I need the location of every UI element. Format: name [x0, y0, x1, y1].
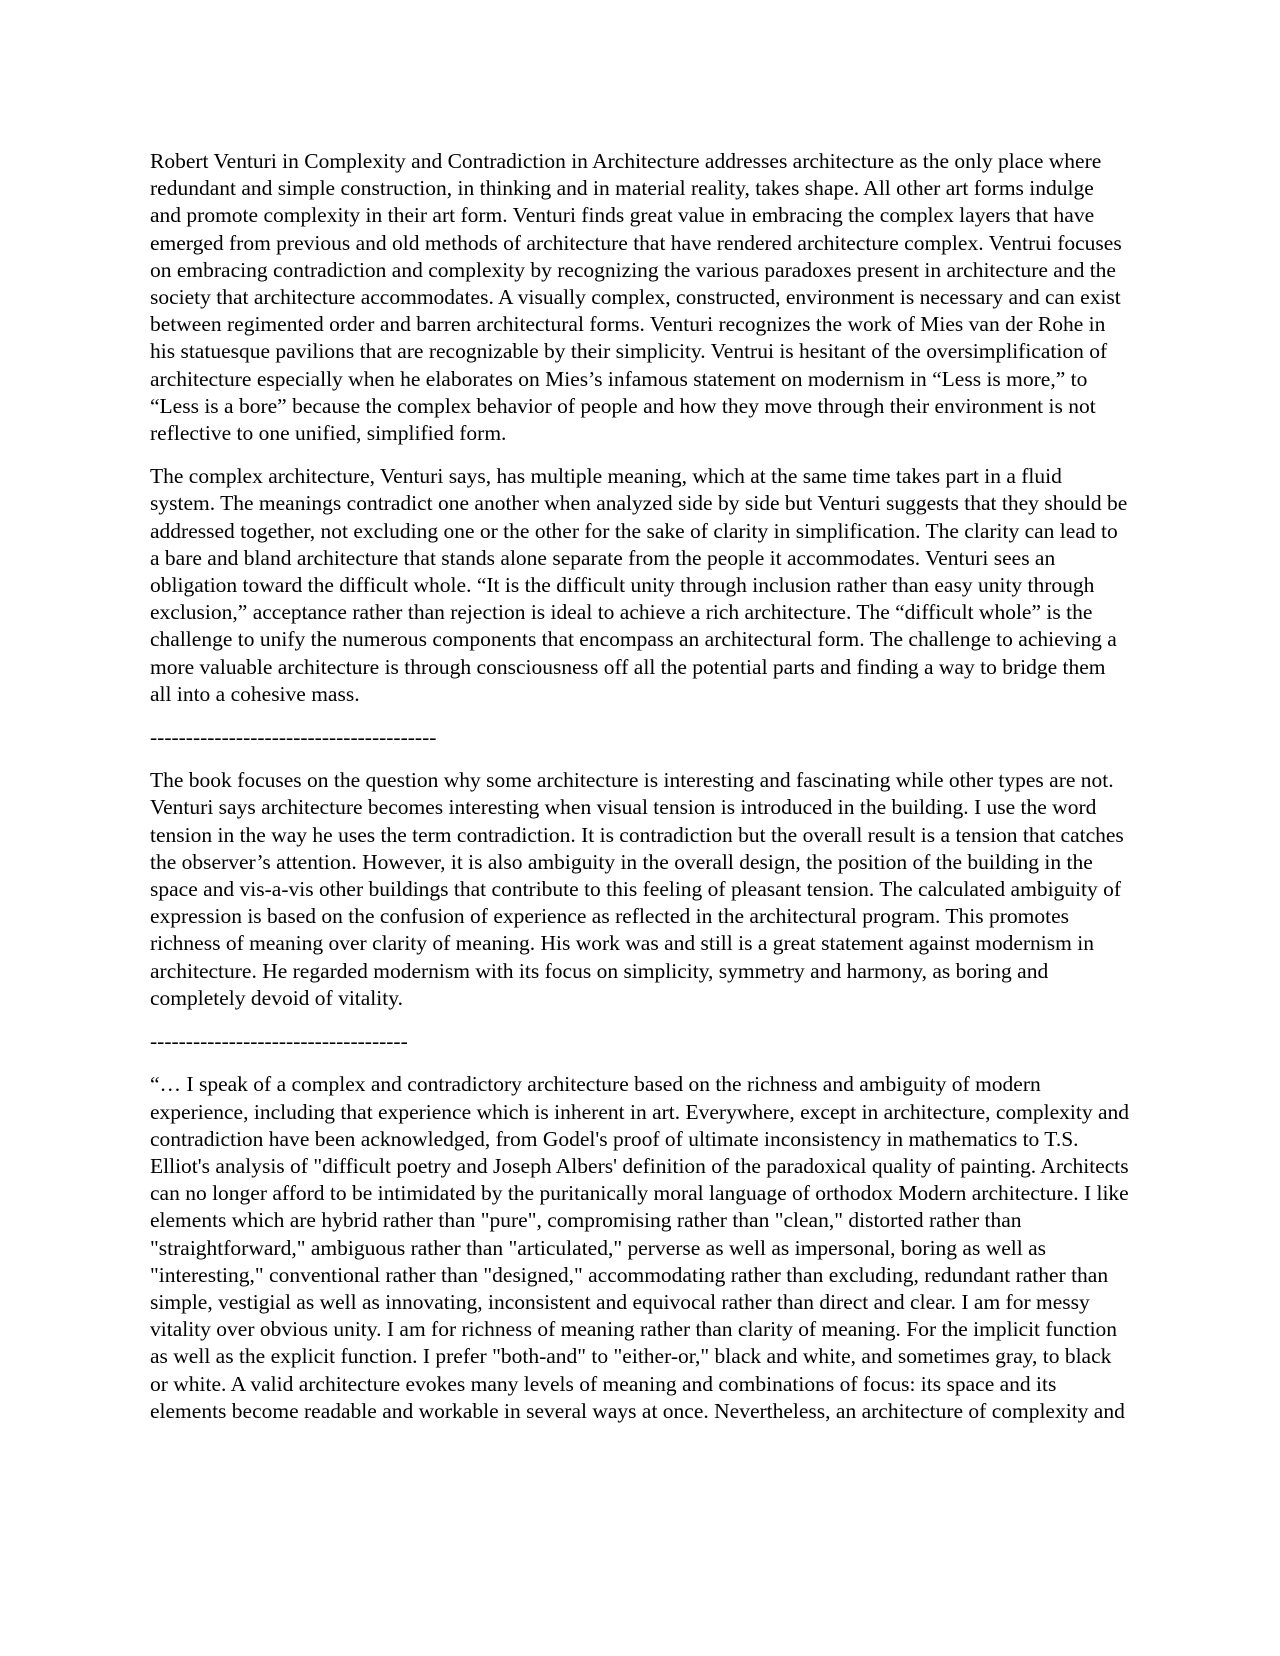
- paragraph-difficult-whole: The complex architecture, Venturi says, has multiple meaning, which at the same time takes part in a fluid system. The meanings contradict one another when analyzed side by side but Venturi suggests that they should be addressed together, not excluding one or the other for the sake of clarity in simplification. The clarity can lead to a bare and bland architecture that stands alone separate from the people it accommodates. Venturi sees an obligation toward the difficult whole. “It is the difficult unity through inclusion rather than easy unity through exclusion,” acceptance rather than rejection is ideal to achieve a rich architecture. The “difficult whole” is the challenge to unify the numerous components that encompass an architectural form. The challenge to achieving a more valuable architecture is through consciousness off all the potential parts and finding a way to bridge them all into a cohesive mass.: [150, 464, 1128, 706]
- section-divider: ------------------------------------: [150, 1029, 408, 1054]
- section-divider: ----------------------------------------: [150, 725, 437, 750]
- paragraph-visual-tension: The book focuses on the question why some architecture is interesting and fascinating while other types are not. Venturi says architecture becomes interesting when visual tension is introduced in the building. I use the word tension in the way he uses the term contradiction. It is contradiction but the overall result is a tension that catches the observer’s attention. However, it is also ambiguity in the overall design, the position of the building in the space and vis-a-vis other buildings that contribute to this feeling of pleasant tension. The calculated ambiguity of expression is based on the confusion of experience as reflected in the architectural program. This promotes richness of meaning over clarity of meaning. His work was and still is a great statement against modernism in architecture. He regarded modernism with its focus on simplicity, symmetry and harmony, as boring and completely devoid of vitality.: [150, 768, 1124, 1010]
- document-page: [150, 148, 1130, 1441]
- paragraph-venturi-quote: “… I speak of a complex and contradictory architecture based on the richness and ambiguity of modern experience, including that experience which is inherent in art. Everywhere, except in architecture, complexity and contradiction have been acknowledged, from Godel's proof of ultimate inconsistency in mathematics to T.S. Elliot's analysis of "difficult poetry and Joseph Albers' definition of the paradoxical quality of painting. Architects can no longer afford to be intimidated by the puritanically moral language of orthodox Modern architecture. I like elements which are hybrid rather than "pure", compromising rather than "clean," distorted rather than "straightforward," ambiguous rather than "articulated," perverse as well as impersonal, boring as well as "interesting," conventional rather than "designed," accommodating rather than excluding, redundant rather than simple, vestigial as well as innovating, inconsistent and equivocal rather than direct and clear. I am for messy vitality over obvious unity. I am for richness of meaning rather than clarity of meaning. For the implicit function as well as the explicit function. I prefer "both-and" to "either-or," black and white, and sometimes gray, to black or white. A valid architecture evokes many levels of meaning and combinations of focus: its space and its elements become readable and workable in several ways at once. Nevertheless, an architecture of complexity and: [150, 1072, 1130, 1423]
- paragraph-venturi-intro: Robert Venturi in Complexity and Contradiction in Architecture addresses architecture as the only place where redundant and simple construction, in thinking and in material reality, takes shape. All other art forms indulge and promote complexity in their art form. Venturi finds great value in embracing the complex layers that have emerged from previous and old methods of architecture that have rendered architecture complex. Ventrui focuses on embracing contradiction and complexity by recognizing the various paradoxes present in architecture and the society that architecture accommodates. A visually complex, constructed, environment is necessary and can exist between regimented order and barren architectural forms. Venturi recognizes the work of Mies van der Rohe in his statuesque pavilions that are recognizable by their simplicity. Ventrui is hesitant of the oversimplification of architecture especially when he elaborates on Mies’s infamous statement on modernism in “Less is more,” to “Less is a bore” because the complex behavior of people and how they move through their environment is not reflective to one unified, simplified form.: [150, 149, 1122, 446]
